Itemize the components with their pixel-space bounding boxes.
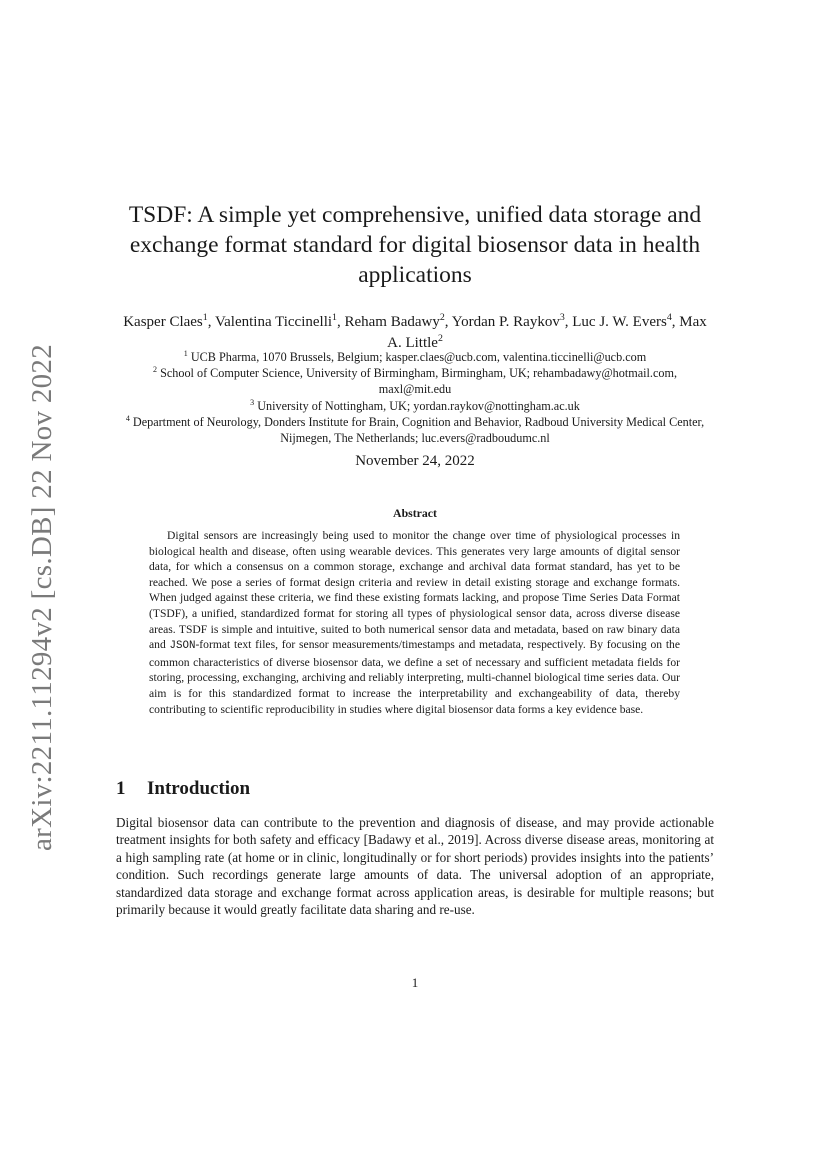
author-affiliation-mark: 1 xyxy=(332,312,337,323)
affiliation-text: School of Computer Science, University of Birmingham, Birmingham, UK; rehambadawy@hotmail.com, maxl@mit.edu xyxy=(160,366,677,397)
author-separator: , xyxy=(444,314,452,330)
author-list xyxy=(116,312,714,354)
author-affiliation-mark: 2 xyxy=(439,312,445,323)
paper-title: TSDF: A simple yet comprehensive, unified data storage and exchange format standard for digital biosensor data in health applications xyxy=(128,202,702,288)
affiliation-mark: 3 xyxy=(250,397,255,407)
affiliation-list xyxy=(116,349,714,446)
section-title: Introduction xyxy=(147,778,251,799)
author-affiliation-mark: 4 xyxy=(666,312,672,323)
affiliation-mark: 1 xyxy=(183,348,188,358)
author-name: Max A. Little xyxy=(387,314,707,351)
affiliation-mark: 4 xyxy=(125,413,130,423)
affiliation xyxy=(116,365,714,397)
affiliation xyxy=(116,414,714,446)
section-heading xyxy=(116,778,250,800)
author-name: Luc J. W. Evers xyxy=(572,314,667,330)
author-affiliation-mark: 3 xyxy=(559,312,565,323)
author xyxy=(572,314,679,330)
affiliation xyxy=(116,398,714,414)
author-affiliation-mark: 2 xyxy=(437,333,443,344)
author xyxy=(123,314,215,330)
publication-date: November 24, 2022 xyxy=(355,453,475,469)
author-separator: , xyxy=(564,314,573,330)
affiliation-text: University of Nottingham, UK; yordan.raykov@nottingham.ac.uk xyxy=(257,398,580,413)
arxiv-identifier-stamp: arXiv:2211.11294v2 [cs.DB] 22 Nov 2022 xyxy=(26,343,58,851)
author-name: Kasper Claes xyxy=(123,314,203,330)
affiliation-text: UCB Pharma, 1070 Brussels, Belgium; kasper.claes@ucb.com, valentina.ticcinelli@ucb.com xyxy=(190,350,647,364)
author-separator: , xyxy=(207,314,215,330)
author xyxy=(344,314,451,330)
author-name: Yordan P. Raykov xyxy=(451,314,560,330)
abstract-code-term: JSON xyxy=(169,640,196,653)
page-number: 1 xyxy=(411,975,419,990)
abstract-body xyxy=(149,528,680,717)
author xyxy=(215,314,345,330)
abstract-text: Digital sensors are increasingly being used to monitor the change over time of physiological processes in biological health and disease, often using wearable devices. This generates very large amounts of digital sensor data, for which a consensus on a common storage, exchange and archival data format standard, has yet to be reached. We pose a series of format design criteria and review in detail existing storage and exchange formats. When judged against these criteria, we find these existing formats lacking, and propose Time Series Data Format (TSDF), a unified, standardized format for storing all types of physiological sensor data, across diverse disease areas. TSDF is simple and intuitive, suited to both numerical sensor data and metadata, based on raw binary data and xyxy=(149,529,680,652)
affiliation-text: Department of Neurology, Donders Institute for Brain, Cognition and Behavior, Radboud University Medical Center, Nijmegen, The Netherlands; luc.evers@radboudumc.nl xyxy=(132,414,705,446)
affiliation-mark: 2 xyxy=(153,365,158,375)
author xyxy=(452,314,573,330)
abstract-heading: Abstract xyxy=(393,506,437,520)
introduction-paragraph: Digital biosensor data can contribute to the prevention and diagnosis of disease, and may provide actionable treatment insights for both safety and efficacy [Badawy et al., 2019]. Across diverse disease areas, monitoring at a high sampling rate (at home or in clinic, longitudinally or for short periods) provides insights into the patients’ condition. Such recordings generate large amounts of data. The universal adoption of an appropriate, standardized data storage and exchange format across application areas, is desirable for multiple reasons; but primarily because it would greatly facilitate data sharing and re-use. xyxy=(116,815,714,918)
author-name: Valentina Ticcinelli xyxy=(214,314,333,330)
author-separator: , xyxy=(671,314,680,330)
author-name: Reham Badawy xyxy=(344,314,440,330)
abstract-text: -format text files, for sensor measurements/timestamps and metadata, respectively. By focusing on the common characteristics of diverse biosensor data, we define a set of necessary and sufficient metadata fields for storing, processing, exchanging, archiving and reliably interpreting, multi-channel biological time series data. Our aim is for this standardized format to increase the interpretability and exchangeability of data, thereby contributing to scientific reproducibility in studies where digital biosensor data forms a key evidence base. xyxy=(149,638,680,716)
section-number: 1 xyxy=(116,778,126,799)
author-affiliation-mark: 1 xyxy=(202,312,208,323)
affiliation xyxy=(116,349,714,365)
author-separator: , xyxy=(336,314,345,330)
